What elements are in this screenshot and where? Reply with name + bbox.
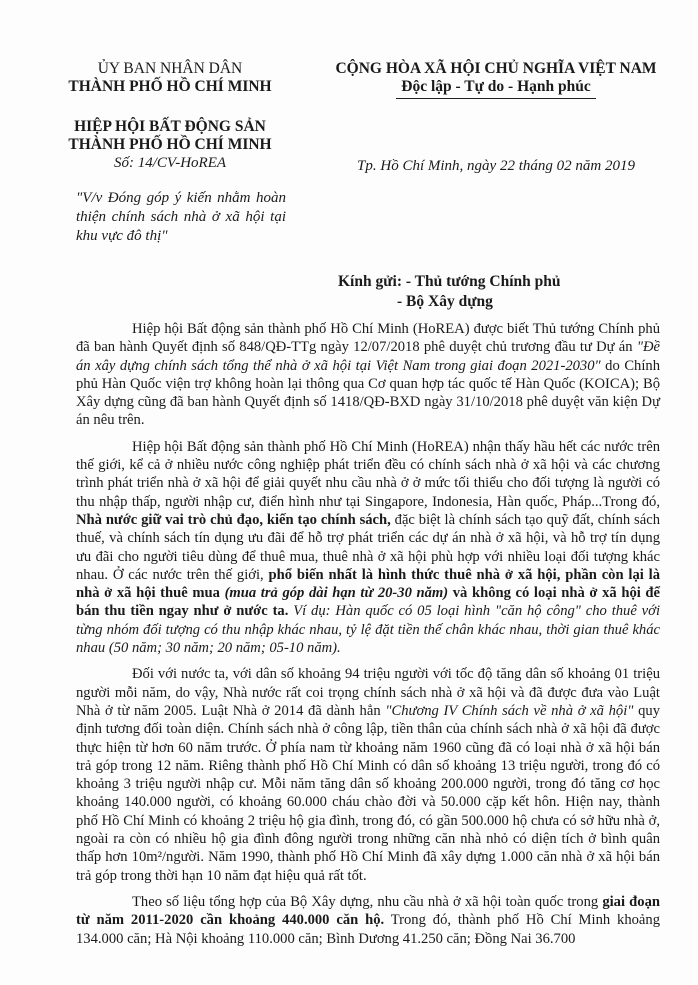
recipient-line2: - Bộ Xây dựng — [397, 293, 493, 310]
p1-text-a: Hiệp hội Bất động sản thành phố Hồ Chí Minh (HoREA) được biết Thủ tướng Chính phủ đã ban hành Quyết định số 848/QĐ-TTg ngày 12/07/2018 phê duyệt chủ trương đầu tư Dự án — [76, 321, 660, 356]
recipient-line1: Kính gửi: - Thủ tướng Chính phủ — [338, 273, 561, 290]
national-header-block — [316, 60, 676, 99]
national-motto: Độc lập - Tự do - Hạnh phúc — [401, 78, 591, 95]
p2-bold-state-role: Nhà nước giữ vai trò chủ đạo, kiến tạo chính sách, — [76, 511, 391, 528]
p2-bold-italic-installment: (mua trả góp dài hạn từ 20-30 năm) — [224, 585, 449, 602]
document-date: Tp. Hồ Chí Minh, ngày 22 tháng 02 năm 2019 — [357, 158, 635, 174]
body-paragraph-1 — [76, 320, 660, 430]
p3-text-a: Đối với nước ta, với dân số khoảng 94 triệu người với tốc độ tăng dân số khoảng 01 triệu người mỗi năm, do vậy, Nhà nước rất coi trọng chính sách nhà ở xã hội và đã được đưa vào Luật Nhà ở từ năm 2005. Luật Nhà ở 2014 đã dành hẳn — [76, 666, 660, 719]
nation-title: CỘNG HÒA XÃ HỘI CHỦ NGHĨA VIỆT NAM — [335, 60, 657, 77]
org-name-line1: ỦY BAN NHÂN DÂN — [97, 60, 243, 77]
document-number: Số: 14/CV-HoREA — [113, 155, 227, 171]
body-paragraph-2 — [76, 438, 660, 658]
p4-text-c: Trong đó, thành phố Hồ Chí Minh khoảng 134.000 căn; Hà Nội khoảng 110.000 căn; Bình Dương 41.250 căn; Đồng Nai 36.700 — [76, 912, 660, 947]
p1-project-title: "Đề án xây dựng chính sách tổng thể nhà ở xã hội tại Việt Nam trong giai đoạn 2021-2030" — [76, 339, 660, 374]
p2-text-c: đặc biệt là chính sách tạo quỹ đất, chính sách thuế, và chính sách tín dụng ưu đãi để hỗ trợ phát triển các dự án nhà ở xã hội, và hỗ trợ tín dụng ưu đãi cho người tiêu dùng để thuê mua, thuê nhà ở xã hội phù hợp với nhiều loại đối tượng khác nhau. Ở các nước trên thế giới, — [76, 511, 660, 583]
association-name-line2: THÀNH PHỐ HỒ CHÍ MINH — [68, 136, 272, 153]
issuing-authority-block — [54, 60, 286, 172]
motto-underline — [396, 98, 596, 99]
recipients-block — [338, 272, 658, 312]
association-name-line1: HIỆP HỘI BẤT ĐỘNG SẢN — [74, 118, 266, 135]
p1-text-c: do Chính phủ Hàn Quốc viện trợ không hoàn lại thông qua Cơ quan hợp tác quốc tế Hàn Quốc (KOICA); Bộ Xây dựng cũng đã ban hành Quyết định số 1418/QĐ-BXD ngày 31/10/2018 phê duyệt văn kiện Dự án nêu trên. — [76, 357, 660, 429]
p4-bold-period: giai đoạn từ năm 2011-2020 cần khoảng 440.000 căn hộ. — [76, 893, 660, 929]
org-name-line2: THÀNH PHỐ HỒ CHÍ MINH — [68, 78, 272, 95]
p2-italic-example: Ví dụ: Hàn quốc có 05 loại hình "căn hộ công" cho thuê với từng nhóm đối tượng có thu nhập khác nhau, tỷ lệ đặt tiền thế chân khác nhau, thời gian thuê khác nhau (50 năm; 30 năm; 20 năm; 05-10 năm). — [76, 603, 660, 657]
document-body — [76, 320, 660, 956]
p2-text-a: Hiệp hội Bất động sản thành phố Hồ Chí Minh (HoREA) nhận thấy hầu hết các nước trên thế giới, kể cả ở nhiều nước công nghiệp phát triển đều có chính sách nhà ở xã hội và các chương trình phát triển nhà ở xã hội để giải quyết nhu cầu nhà ở ở mức tối thiểu cho đối tượng là người có thu nhập thấp, người nhập cư, điển hình như tại Singapore, Indonesia, Hàn quốc, Pháp...Trong đó, — [76, 438, 660, 510]
p3-text-c: quy định tương đối toàn diện. Chính sách nhà ở công lập, tiền thân của chính sách nhà ở xã hội đã được thực hiện từ hơn 60 năm trước. Ở phía nam từ khoảng năm 1960 cũng đã có loại nhà ở xã hội bán trả góp trong 12 năm. Riêng thành phố Hồ Chí Minh có dân số khoảng 13 triệu người, trong đó có khoảng 3 triệu người nhập cư. Mỗi năm tăng dân số khoảng 200.000 người, trong đó tăng cơ học khoảng 140.000 người, có khoảng 60.000 cháu chào đời và 50.000 cặp kết hôn. Hiện nay, thành phố Hồ Chí Minh có khoảng 2 triệu hộ gia đình, trong đó, có gần 500.000 hộ chưa có sở hữu nhà ở, ngoài ra còn có nhiều hộ gia đình đông người trong những căn nhà nhỏ có diện tích ở bình quân thấp hơn 10m²/người. Năm 1990, thành phố Hồ Chí Minh đã xây dựng 1.000 căn nhà ở xã hội bán trả góp trong thời hạn 10 năm đạt hiệu quả rất tốt. — [76, 702, 660, 884]
p4-text-a: Theo số liệu tổng hợp của Bộ Xây dựng, nhu cầu nhà ở xã hội toàn quốc trong — [132, 893, 603, 910]
body-paragraph-4 — [76, 893, 660, 948]
p2-bold-no-sale: và không có loại nhà ở xã hội để bán thu tiền ngay như ở nước ta. — [76, 585, 661, 620]
p2-bold-rental: phổ biến nhất là hình thức thuê nhà ở xã hội, phần còn lại là nhà ở xã hội thuê mua — [76, 566, 661, 602]
document-subject: "V/v Đóng góp ý kiến nhằm hoàn thiện chính sách nhà ở xã hội tại khu vực đô thị" — [76, 190, 286, 244]
body-paragraph-3 — [76, 665, 660, 885]
p3-chapter-title: "Chương IV Chính sách về nhà ở xã hội" — [385, 702, 634, 719]
